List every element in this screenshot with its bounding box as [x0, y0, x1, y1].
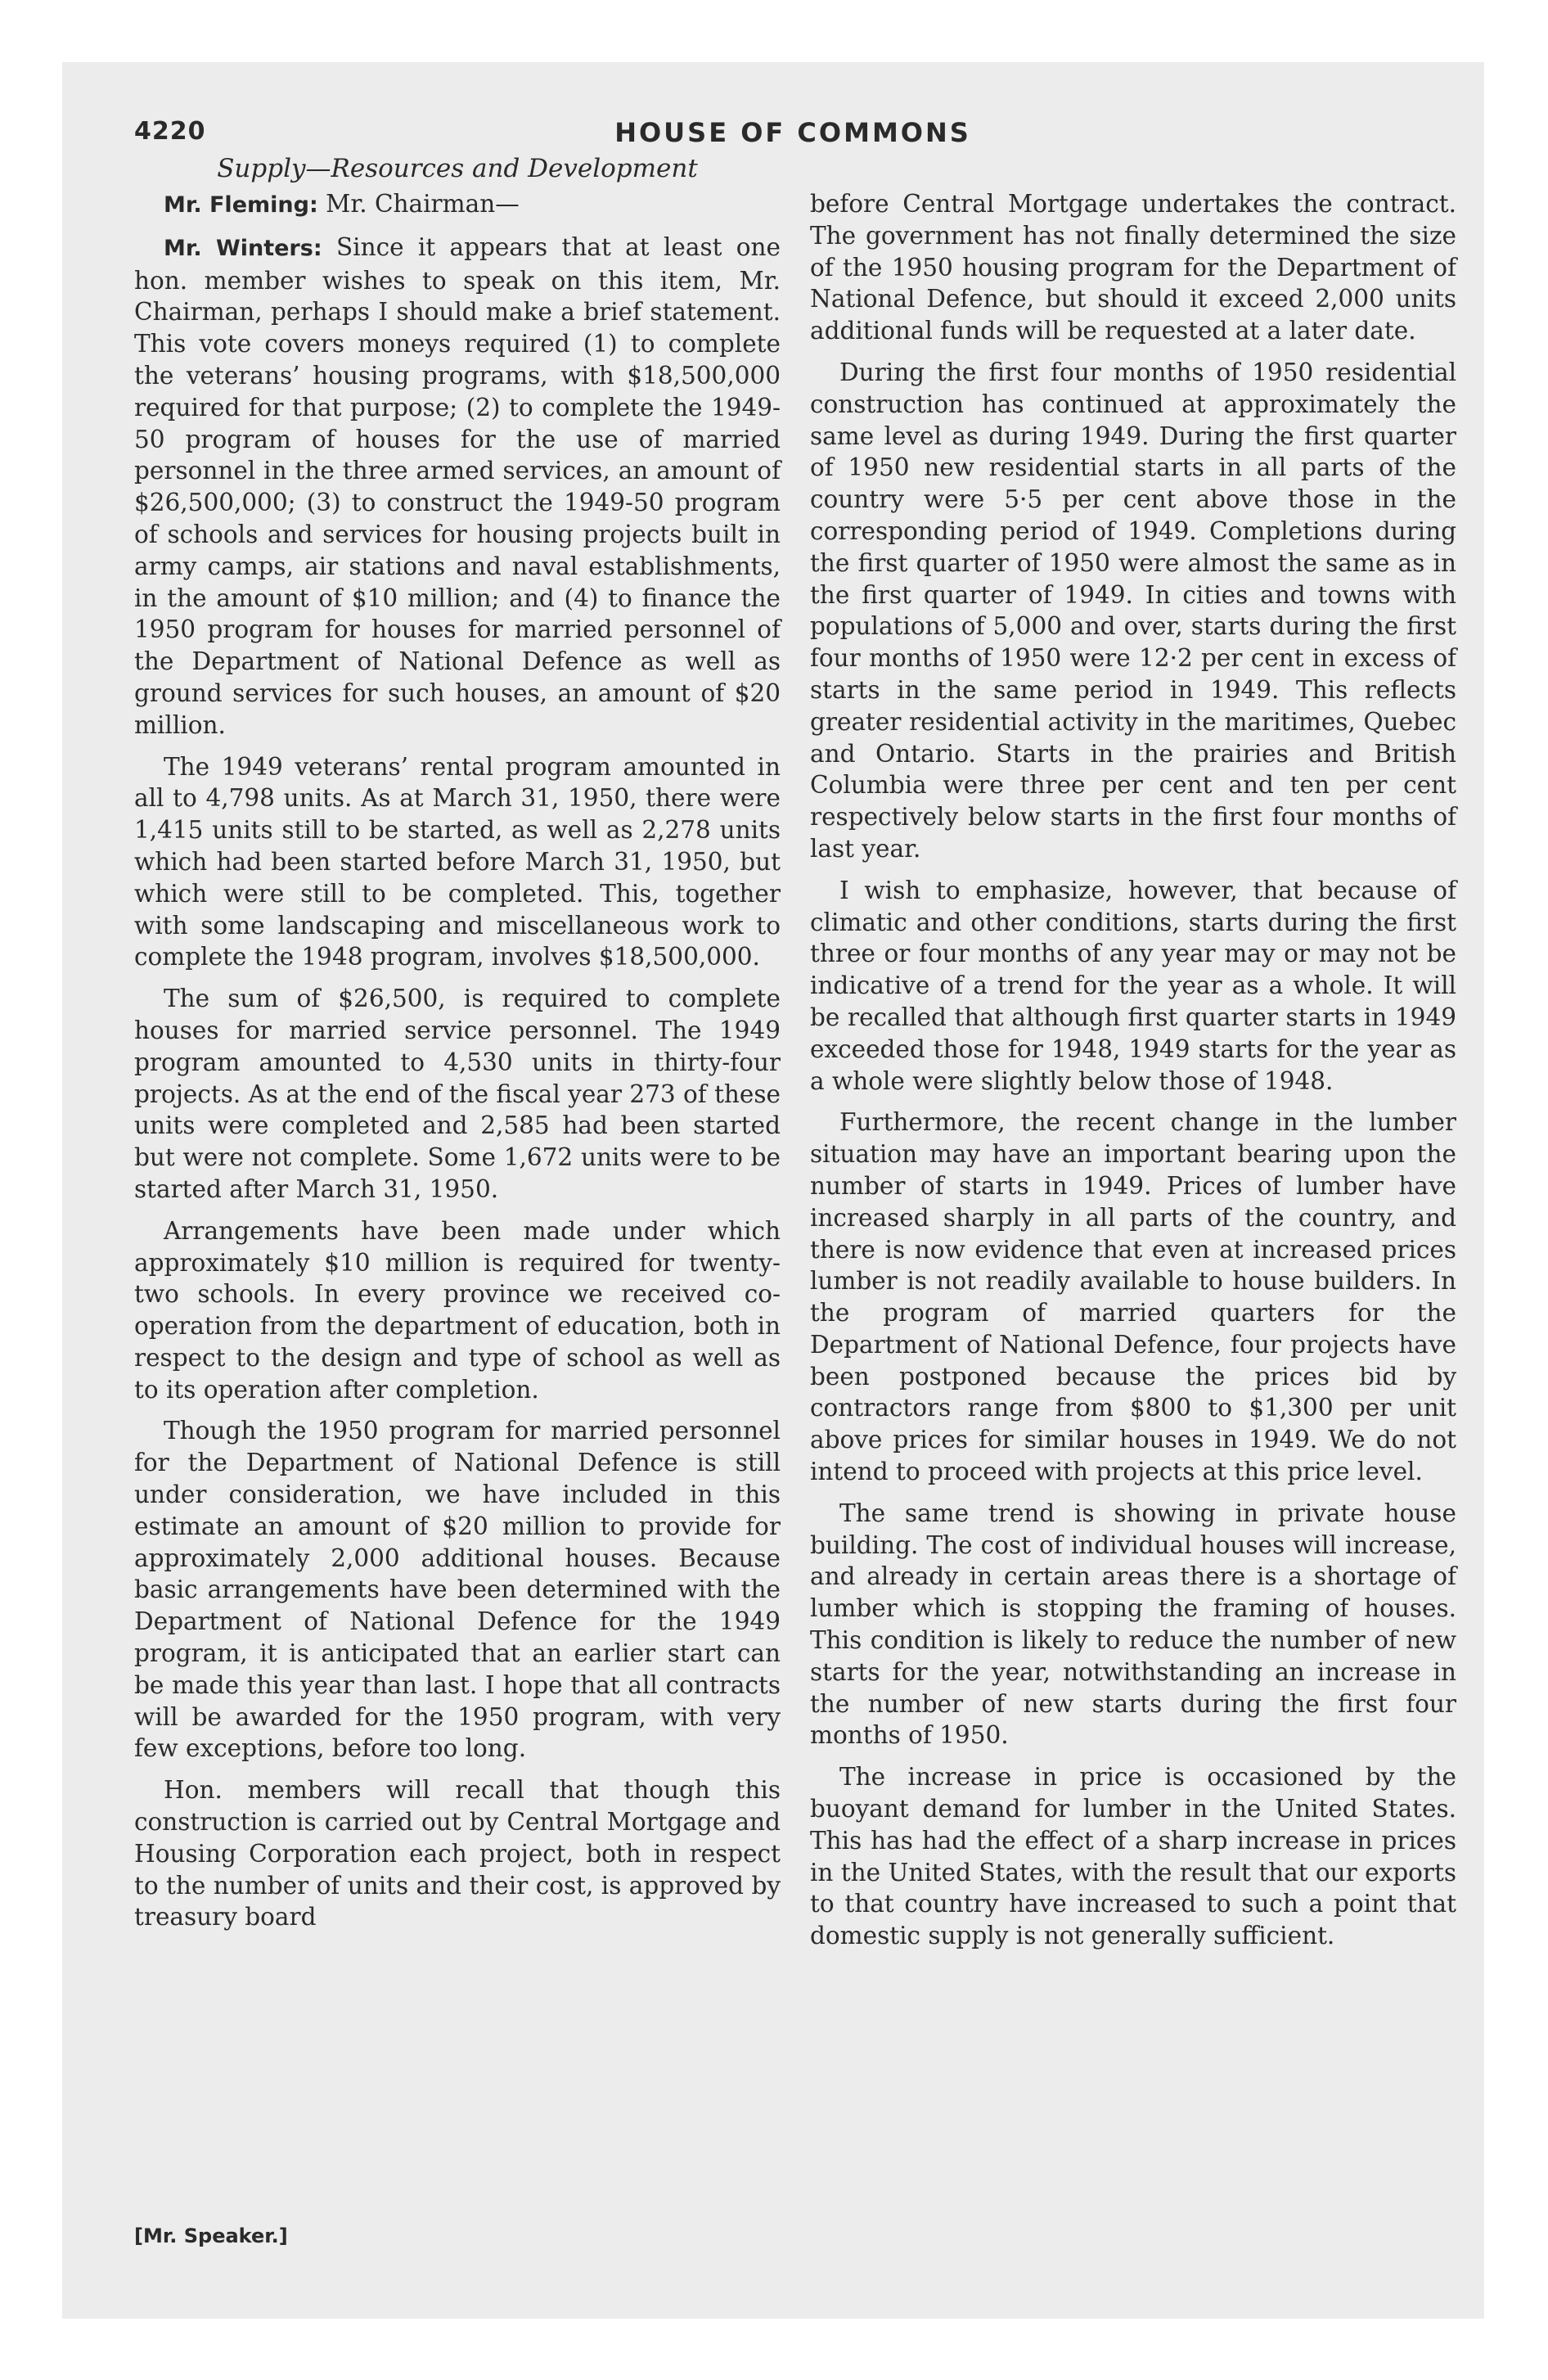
- paragraph: before Central Mortgage undertakes the contract. The government has not finally determined the size of the 1950 housing program for the Department of National Defence, but should it exceed 2,000 units additional funds will be requested at a later date.: [810, 190, 1456, 345]
- paragraph: The same trend is showing in private house building. The cost of individual houses will increase, and already in certain areas there is a shortage of lumber which is stopping the framing of houses. This condition is likely to reduce the number of new starts for the year, notwithstanding an increase in the number of new starts during the first four months of 1950.: [810, 1499, 1456, 1750]
- paragraph-text: Mr. Chairman—: [317, 190, 520, 218]
- paragraph: Hon. members will recall that though this construction is carried out by Central Mortgage and Housing Corporation each project, both in respect to the number of units and their cost, is approved by treasury board: [134, 1776, 781, 1931]
- paragraph-text: Since it appears that at least one hon. member wishes to speak on this item, Mr. Chairman, perhaps I should make a brief statement. This vote covers moneys required (1) to complete the veterans’ housing programs, with $18,500,000 required for that purpose; (2) to complete the 1949-50 program of houses for the use of married personnel in the three armed services, an amount of $26,500,000; (3) to construct the 1949-50 program of schools and services for housing projects built in army camps, air stations and naval establishments, in the amount of $10 million; and (4) to finance the 1950 program for houses for married personnel of the Department of National Defence as well as ground services for such houses, an amount of $20 million.: [134, 232, 781, 739]
- running-title: HOUSE OF COMMONS: [614, 117, 971, 148]
- paragraph: [134, 188, 781, 222]
- paragraph: The increase in price is occasioned by the buoyant demand for lumber in the United States. This has had the effect of a sharp increase in prices in the United States, with the result that our exports to that country have increased to such a point that domestic supply is not generally sufficient.: [810, 1763, 1456, 1950]
- paragraph: [134, 232, 781, 741]
- page-footer: [Mr. Speaker.]: [134, 2224, 288, 2247]
- right-column: [810, 188, 1456, 1962]
- page-number: 4220: [134, 117, 206, 146]
- left-column: [134, 149, 781, 1943]
- paragraph: Arrangements have been made under which approximately $10 million is required for twenty-two schools. In every province we received co-operation from the department of education, both in respect to the design and type of school as well as to its operation after completion.: [134, 1216, 781, 1404]
- paragraph: Furthermore, the recent change in the lumber situation may have an important bearing upon the number of starts in 1949. Prices of lumber have increased sharply in all parts of the country, and there is now evidence that even at increased prices lumber is not readily available to house builders. In the program of married quarters for the Department of National Defence, four projects have been postponed because the prices bid by contractors range from $800 to $1,300 per unit above prices for similar houses in 1949. We do not intend to proceed with projects at this price level.: [810, 1108, 1456, 1486]
- paragraph: The 1949 veterans’ rental program amounted in all to 4,798 units. As at March 31, 1950, there were 1,415 units still to be started, as well as 2,278 units which had been started before March 31, 1950, but which were still to be completed. This, together with some landscaping and miscellaneous work to complete the 1948 program, involves $18,500,000.: [134, 752, 781, 971]
- paragraph: I wish to emphasize, however, that because of climatic and other conditions, starts during the first three or four months of any year may or may not be indicative of a trend for the year as a whole. It will be recalled that although first quarter starts in 1949 exceeded those for 1948, 1949 starts for the year as a whole were slightly below those of 1948.: [810, 876, 1456, 1095]
- speaker-name: Mr. Winters:: [164, 235, 322, 261]
- paragraph: The sum of $26,500, is required to complete houses for married service personnel. The 1949 program amounted to 4,530 units in thirty-four projects. As at the end of the fiscal year 273 of these units were completed and 2,585 had been started but were not complete. Some 1,672 units were to be started after March 31, 1950.: [134, 985, 781, 1203]
- paragraph: Though the 1950 program for married personnel for the Department of National Defence is still under consideration, we have included in this estimate an amount of $20 million to provide for approximately 2,000 additional houses. Because basic arrangements have been determined with the Department of National Defence for the 1949 program, it is anticipated that an earlier start can be made this year than last. I hope that all contracts will be awarded for the 1950 program, with very few exceptions, before too long.: [134, 1417, 781, 1763]
- speaker-name: Mr. Fleming:: [164, 192, 318, 218]
- paragraph: During the first four months of 1950 residential construction has continued at approximately the same level as during 1949. During the first quarter of 1950 new residential starts in all parts of the country were 5·5 per cent above those in the corresponding period of 1949. Completions during the first quarter of 1950 were almost the same as in the first quarter of 1949. In cities and towns with populations of 5,000 and over, starts during the first four months of 1950 were 12·2 per cent in excess of starts in the same period in 1949. This reflects greater residential activity in the maritimes, Quebec and Ontario. Starts in the prairies and British Columbia were three per cent and ten per cent respectively below starts in the first four months of last year.: [810, 358, 1456, 863]
- section-subheading: Supply—Resources and Development: [217, 154, 698, 183]
